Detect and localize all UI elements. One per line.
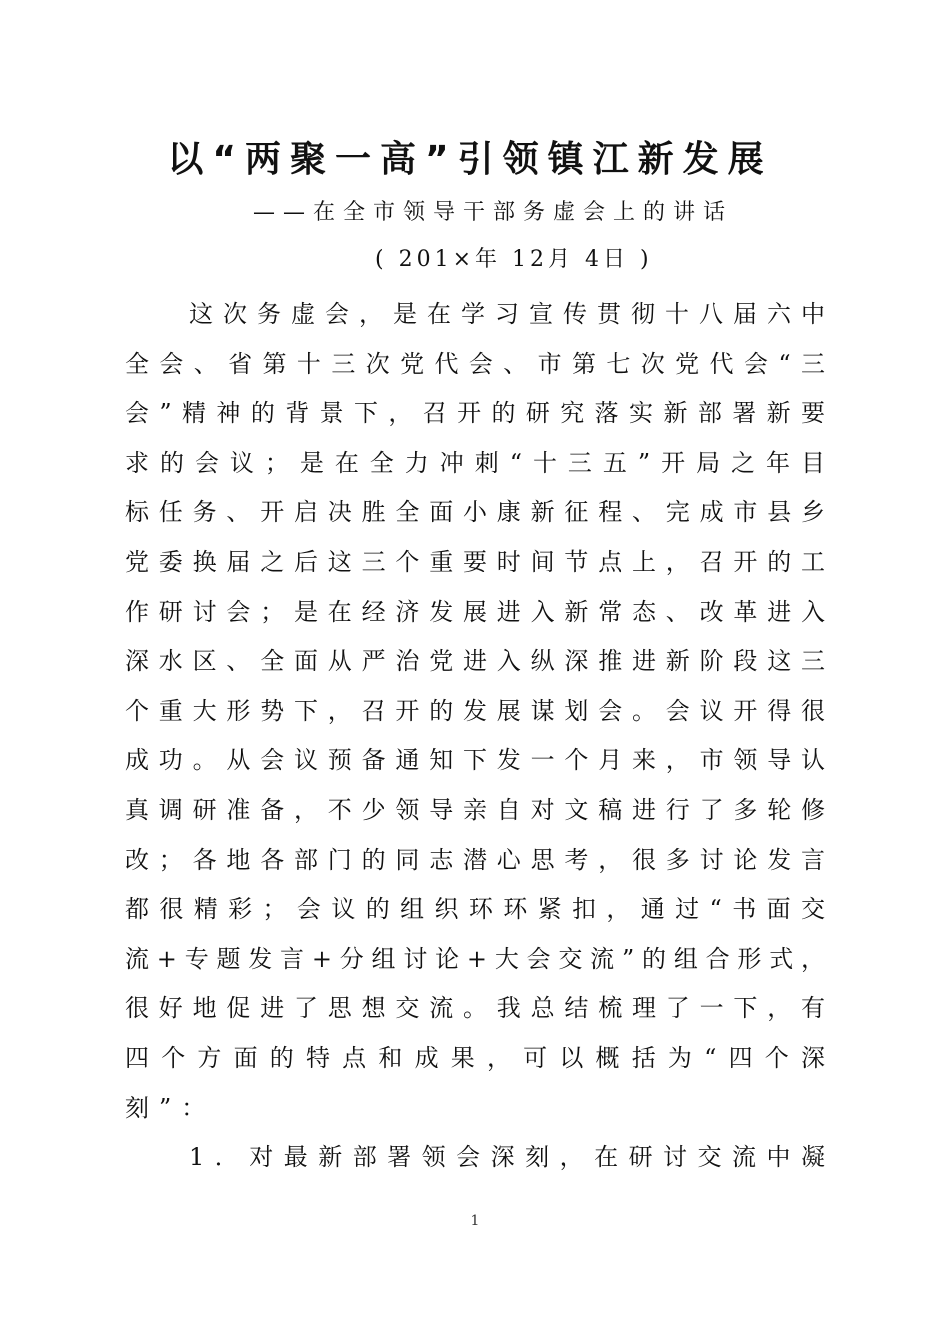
body-text-line: 全会、省第十三次党代会、市第七次党代会“三 [125,349,825,378]
body-text-line: 标任务、开启决胜全面小康新征程、完成市县乡 [125,498,825,527]
section-heading-line: 1．对最新部署领会深刻，在研讨交流中凝 [189,1143,825,1172]
page-number: 1 [470,1213,480,1229]
body-text-line: 流+专题发言+分组讨论+大会交流”的组合形式， [125,944,825,973]
body-text-line: 都很精彩；会议的组织环环紧扣，通过“书面交 [125,895,825,924]
body-text-line: 作研讨会；是在经济发展进入新常态、改革进入 [125,597,825,626]
body-text-line: 成功。从会议预备通知下发一个月来，市领导认 [125,746,825,775]
body-text-line: 四个方面的特点和成果，可以概括为“四个深 [125,1043,825,1072]
body-text-line: 改；各地各部门的同志潜心思考，很多讨论发言 [125,845,825,874]
body-text-line: 真调研准备，不少领导亲自对文稿进行了多轮修 [125,795,825,824]
body-text-line: 个重大形势下，召开的发展谋划会。会议开得很 [125,696,825,725]
body-text-line: 会”精神的背景下，召开的研究落实新部署新要 [125,399,825,428]
body-text-line: 深水区、全面从严治党进入纵深推进新阶段这三 [125,647,825,676]
body-text-line: 求的会议；是在全力冲刺“十三五”开局之年目 [125,448,825,477]
document-subtitle: ——在全市领导干部务虚会上的讲话 [253,200,734,225]
body-text-line: 刻”： [125,1093,216,1122]
body-text-line: 很好地促进了思想交流。我总结梳理了一下，有 [125,994,825,1023]
speech-date: ( 201×年 12月 4日 ) [375,247,653,272]
body-text-line: 这次务虚会，是在学习宣传贯彻十八届六中 [189,300,825,328]
body-text-line: 党委换届之后这三个重要时间节点上，召开的工 [125,547,825,576]
document-body [125,290,825,1183]
document-title: 以“两聚一高”引领镇江新发展 [167,139,773,180]
